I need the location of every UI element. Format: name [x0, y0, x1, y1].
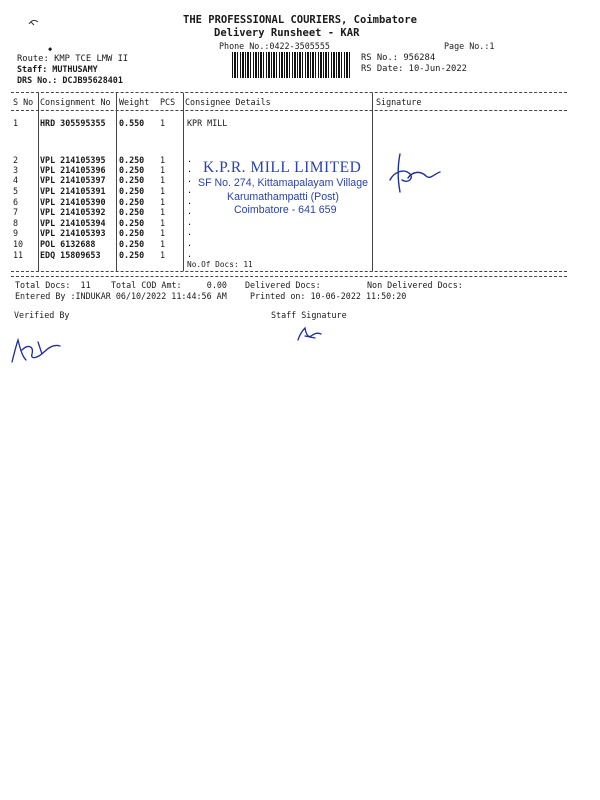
phone-number: Phone No.:0422-3505555: [219, 41, 330, 51]
rs-date: RS Date: 10-Jun-2022: [361, 64, 467, 74]
cell-sno: 8: [13, 218, 19, 228]
cell-consignee: .: [187, 185, 193, 195]
cell-consignee: .: [187, 238, 193, 248]
cell-weight: 0.250: [119, 207, 145, 217]
cell-weight: 0.250: [119, 228, 145, 238]
verified-by-label: Verified By: [14, 310, 70, 320]
cell-weight: 0.550: [119, 118, 145, 128]
cell-pcs: 1: [160, 239, 166, 249]
cell-pcs: 1: [160, 228, 166, 238]
column-header-pcs: PCS: [160, 97, 176, 107]
column-header-consignment: Consignment No: [40, 97, 111, 107]
punch-mark-icon: [28, 18, 40, 27]
cell-sno: 5: [13, 186, 19, 196]
cell-consignment: VPL 214105395: [40, 155, 106, 165]
column-header-weight: Weight: [119, 97, 150, 107]
stamp-line-4: Coimbatore - 641 659: [234, 204, 337, 216]
page-number: Page No.:1: [444, 41, 495, 51]
cell-sno: 2: [13, 155, 19, 165]
table-bottom-border: [11, 271, 567, 272]
cell-pcs: 1: [160, 207, 166, 217]
cell-consignment: VPL 214105391: [40, 186, 106, 196]
staff-label: Staff: MUTHUSAMY: [17, 64, 98, 74]
cell-consignment: VPL 214105392: [40, 207, 106, 217]
cell-sno: 1: [13, 118, 19, 128]
cell-sno: 4: [13, 175, 19, 185]
cell-pcs: 1: [160, 165, 166, 175]
cell-weight: 0.250: [119, 239, 145, 249]
cell-consignee: KPR MILL: [187, 118, 228, 128]
receiver-signature: [382, 150, 444, 197]
cell-consignee: .: [187, 174, 193, 184]
cell-consignment: POL 6132688: [40, 239, 96, 249]
cell-consignee: .: [187, 206, 193, 216]
column-header-signature: Signature: [376, 97, 422, 107]
stamp-line-2: SF No. 274, Kittamapalayam Village: [198, 177, 368, 189]
cell-consignment: VPL 214105394: [40, 218, 106, 228]
non-delivered-docs: Non Delivered Docs:: [367, 280, 463, 290]
cell-pcs: 1: [160, 155, 166, 165]
col-divider: [38, 93, 39, 271]
staff-signature: [295, 322, 329, 345]
cell-pcs: 1: [160, 197, 166, 207]
cell-consignment: VPL 214105396: [40, 165, 106, 175]
cell-weight: 0.250: [119, 175, 145, 185]
entered-by: Entered By :INDUKAR 06/10/2022 11:44:56 AM: [15, 291, 227, 301]
cell-consignment: VPL 214105397: [40, 175, 106, 185]
cell-consignee: .: [187, 196, 193, 206]
column-header-consignee: Consignee Details: [185, 97, 271, 107]
col-divider: [183, 93, 184, 271]
cell-pcs: 1: [160, 186, 166, 196]
cell-consignment: VPL 214105393: [40, 228, 106, 238]
cell-weight: 0.250: [119, 165, 145, 175]
dot-mark: ◆: [48, 45, 53, 53]
cell-weight: 0.250: [119, 155, 145, 165]
table-top-border: [11, 92, 567, 93]
cell-pcs: 1: [160, 250, 166, 260]
cell-weight: 0.250: [119, 250, 145, 260]
cell-sno: 6: [13, 197, 19, 207]
column-header-sno: S No: [13, 97, 34, 107]
cell-weight: 0.250: [119, 218, 145, 228]
cell-sno: 10: [13, 239, 24, 249]
cell-consignment: HRD 305595355: [40, 118, 106, 128]
table-header-border: [11, 110, 567, 111]
staff-signature-label: Staff Signature: [271, 310, 347, 320]
col-divider: [372, 93, 373, 271]
company-title: THE PROFESSIONAL COURIERS, Coimbatore: [183, 14, 417, 26]
cell-pcs: 1: [160, 118, 166, 128]
cell-consignee: .: [187, 154, 193, 164]
cell-pcs: 1: [160, 175, 166, 185]
stamp-line-1: K.P.R. MILL LIMITED: [203, 159, 362, 176]
total-cod-amount: Total COD Amt: 0.00: [111, 280, 227, 290]
cell-weight: 0.250: [119, 186, 145, 196]
cell-consignment: VPL 214105390: [40, 197, 106, 207]
col-divider: [116, 93, 117, 271]
verifier-signature: [8, 324, 68, 371]
total-docs: Total Docs: 11: [15, 280, 91, 290]
footer-top-border: [11, 276, 567, 277]
cell-consignee: .: [187, 164, 193, 174]
rs-number: RS No.: 956284: [361, 53, 436, 63]
route-label: Route: KMP TCE LMW II: [17, 54, 129, 64]
cell-pcs: 1: [160, 218, 166, 228]
barcode-image: [232, 52, 350, 78]
cell-weight: 0.250: [119, 197, 145, 207]
stamp-line-3: Karumathampatti (Post): [227, 191, 339, 203]
cell-consignee: .: [187, 249, 193, 259]
page-title: Delivery Runsheet - KAR: [214, 27, 360, 39]
cell-consignee: .: [187, 227, 193, 237]
printed-on: Printed on: 10-06-2022 11:50:20: [250, 291, 407, 301]
cell-consignee: .: [187, 217, 193, 227]
cell-consignment: EDQ 15809653: [40, 250, 101, 260]
drs-number: DRS No.: DCJB95628401: [17, 75, 123, 85]
cell-sno: 11: [13, 250, 24, 260]
delivered-docs: Delivered Docs:: [245, 280, 321, 290]
cell-sno: 9: [13, 228, 19, 238]
no-of-docs: No.Of Docs: 11: [187, 260, 253, 269]
cell-sno: 3: [13, 165, 19, 175]
cell-sno: 7: [13, 207, 19, 217]
